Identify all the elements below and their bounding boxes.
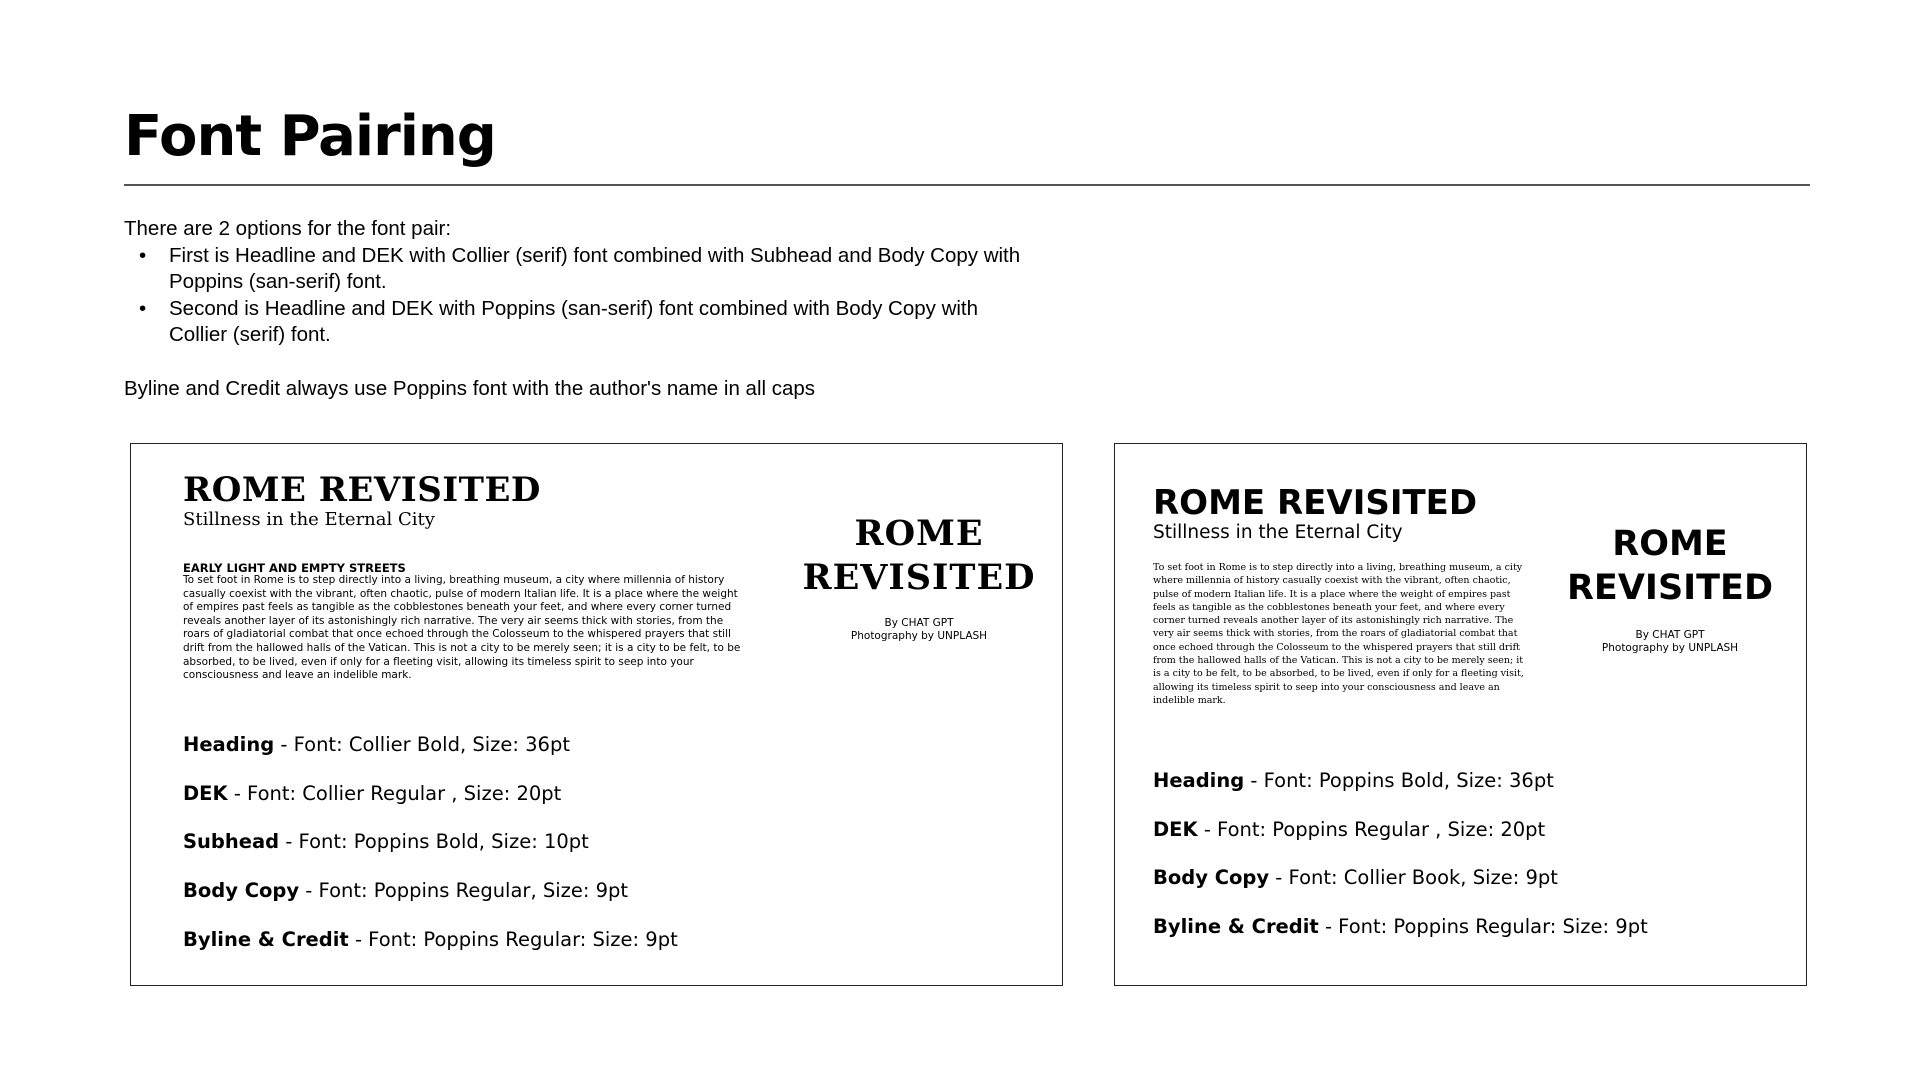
intro-text (124, 216, 1024, 402)
option-a-dek: Stillness in the Eternal City (183, 509, 435, 530)
option-a-spec-dek (183, 782, 561, 806)
spec-name: Byline & Credit (1153, 915, 1319, 938)
option-item-1 (124, 243, 1024, 296)
spec-detail: - Font: Poppins Regular, Size: 9pt (299, 879, 629, 902)
option-text-2: Second is Headline and DEK with Poppins (san-serif) font combined with Body Copy with Collier (serif) font. (169, 296, 979, 346)
option-item-2 (124, 296, 1024, 349)
bullet-icon: • (139, 243, 147, 267)
spec-name: DEK (1153, 818, 1198, 841)
spec-name: Heading (1153, 769, 1245, 792)
spec-detail: - Font: Collier Regular , Size: 20pt (227, 782, 562, 805)
option-a-side-headline: ROME REVISITED (802, 513, 1036, 598)
option-b-credit: Photography by UNPLASH (1601, 642, 1739, 654)
spec-detail: - Font: Poppins Regular: Size: 9pt (1318, 915, 1648, 938)
option-b-headline: ROME REVISITED (1153, 483, 1478, 523)
spec-detail: - Font: Poppins Bold, Size: 36pt (1244, 769, 1554, 792)
intro-line: There are 2 options for the font pair: (124, 217, 452, 240)
option-a-body-copy: To set foot in Rome is to step directly into a living, breathing museum, a city where millennia of history casually coexist with the vibrant, often chaotic, pulse of modern Italian life. It is a place where the weight of empires past feels as tangible as the cobblestones beneath your feet, and where every corner turned reveals another layer of its astonishingly rich narrative. The very air seems thick with stories, from the roars of gladiatorial combat that once echoed through the Colosseum to the whispered prayers that still drift from the hallowed halls of the Vatican. This is not a city to be merely seen; it is a city to be felt, to be absorbed, to be lived, even if only for a fleeting visit, allowing its timeless spirit to seep into your consciousness and leave an indelible mark. (183, 574, 741, 682)
spec-name: Subhead (183, 830, 280, 853)
page-title: Font Pairing (124, 104, 496, 169)
option-b-spec-dek (1153, 818, 1545, 842)
option-a-spec-byline-credit (183, 928, 678, 952)
option-b-side-headline: ROME REVISITED (1566, 524, 1774, 608)
option-a-byline: By CHAT GPT (884, 617, 954, 629)
spec-name: Byline & Credit (183, 928, 349, 951)
spec-detail: - Font: Poppins Regular , Size: 20pt (1197, 818, 1546, 841)
option-a-spec-body-copy (183, 879, 628, 903)
bullet-icon: • (139, 296, 147, 320)
spec-name: DEK (183, 782, 228, 805)
title-divider (124, 184, 1810, 186)
spec-detail: - Font: Poppins Bold, Size: 10pt (279, 830, 589, 853)
option-a-credit: Photography by UNPLASH (850, 630, 988, 642)
spec-name: Body Copy (1153, 866, 1270, 889)
option-b-spec-heading (1153, 769, 1554, 793)
option-text-1: First is Headline and DEK with Collier (serif) font combined with Subhead and Body Copy with Poppins (san-serif) font. (169, 243, 1021, 293)
option-b-body-copy: To set foot in Rome is to step directly into a living, breathing museum, a city where millennia of history casually coexist with the vibrant, often chaotic, pulse of modern Italian life. It is a place where the weight of empires past feels as tangible as the cobblestones beneath your feet, and where every corner turned reveals another layer of its astonishingly rich narrative. The very air seems thick with stories, from the roars of gladiatorial combat that once echoed through the Colosseum to the whispered prayers that still drift from the hallowed halls of the Vatican. This is not a city to be merely seen; it is a city to be felt, to be absorbed, to be lived, even if only for a fleeting visit, allowing its timeless spirit to seep into your consciousness and leave an indelible mark. (1153, 562, 1524, 706)
option-a-spec-subhead (183, 830, 589, 854)
option-a-headline: ROME REVISITED (183, 470, 541, 510)
option-b-dek: Stillness in the Eternal City (1153, 522, 1403, 543)
spec-detail: - Font: Poppins Regular: Size: 9pt (348, 928, 678, 951)
option-b-spec-byline-credit (1153, 915, 1648, 939)
spec-name: Heading (183, 733, 275, 756)
option-b-spec-body-copy (1153, 866, 1558, 890)
byline-note: Byline and Credit always use Poppins font with the author's name in all caps (124, 376, 816, 400)
option-a-subhead: EARLY LIGHT AND EMPTY STREETS (183, 561, 406, 575)
option-a-spec-heading (183, 733, 570, 757)
option-b-panel (1114, 443, 1807, 986)
spec-name: Body Copy (183, 879, 300, 902)
option-a-panel (130, 443, 1063, 986)
spec-detail: - Font: Collier Bold, Size: 36pt (274, 733, 570, 756)
options-list (124, 243, 1024, 349)
option-b-byline: By CHAT GPT (1635, 629, 1705, 641)
spec-detail: - Font: Collier Book, Size: 9pt (1269, 866, 1558, 889)
